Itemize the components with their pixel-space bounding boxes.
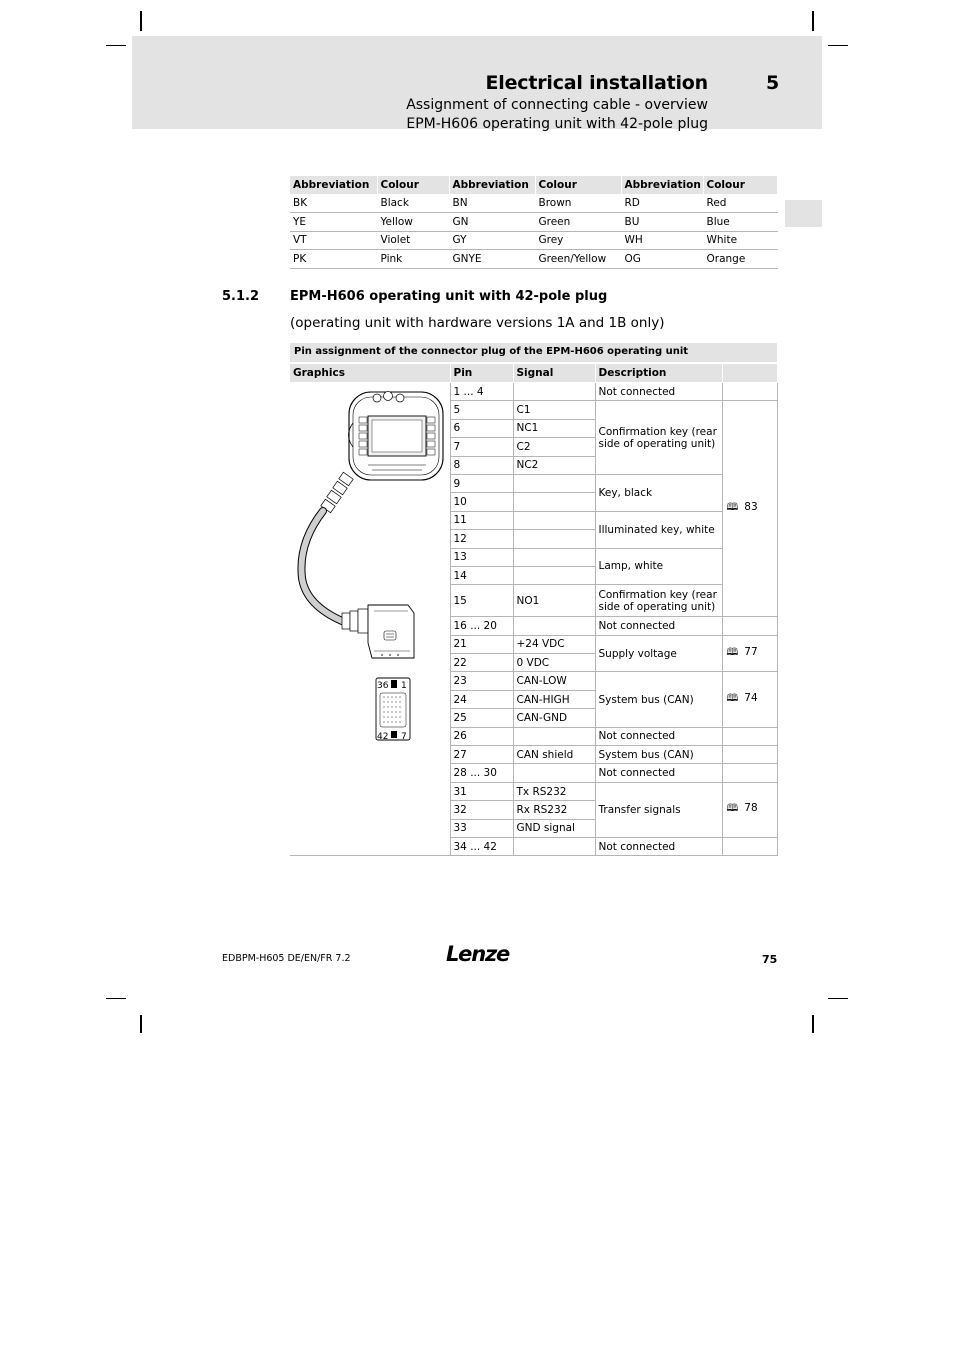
crop-mark xyxy=(140,11,142,31)
signal-cell: CAN-GND xyxy=(513,709,595,727)
table-header-row xyxy=(290,364,777,383)
signal-cell: C1 xyxy=(513,401,595,419)
table-cell: YE xyxy=(290,213,377,232)
signal-cell: NC2 xyxy=(513,456,595,474)
table-row xyxy=(290,213,777,232)
table-cell: Red xyxy=(703,194,777,213)
table-cell: Blue xyxy=(703,213,777,232)
signal-cell: CAN-HIGH xyxy=(513,690,595,708)
reference-cell xyxy=(722,635,777,672)
operating-unit-illustration xyxy=(290,383,449,742)
pin-cell: 23 xyxy=(450,672,513,690)
crop-mark xyxy=(812,11,814,31)
table-cell: White xyxy=(703,231,777,250)
column-header-reference xyxy=(722,364,777,383)
description-cell: Illuminated key, white xyxy=(595,511,722,548)
description-cell: System bus (CAN) xyxy=(595,672,722,727)
signal-cell xyxy=(513,530,595,548)
pin-table-caption: Pin assignment of the connector plug of the EPM-H606 operating unit xyxy=(290,343,777,362)
column-header-graphics: Graphics xyxy=(290,364,450,383)
chapter-number: 5 xyxy=(766,72,780,94)
table-cell: BK xyxy=(290,194,377,213)
pin-cell: 15 xyxy=(450,585,513,617)
pin-cell: 32 xyxy=(450,801,513,819)
table-cell: Brown xyxy=(535,194,621,213)
page-subtitle-line1: Assignment of connecting cable - overview xyxy=(406,97,708,113)
pin-cell: 1 ... 4 xyxy=(450,383,513,401)
column-header: Abbreviation xyxy=(621,176,703,194)
description-cell: Not connected xyxy=(595,727,722,745)
crop-mark xyxy=(828,45,848,46)
table-cell: Violet xyxy=(377,231,449,250)
pin-cell: 9 xyxy=(450,474,513,492)
signal-cell: CAN-LOW xyxy=(513,672,595,690)
pin-cell: 7 xyxy=(450,438,513,456)
pin-cell: 27 xyxy=(450,746,513,764)
description-cell: Transfer signals xyxy=(595,782,722,837)
column-header-description: Description xyxy=(595,364,722,383)
description-cell: Confirmation key (rear side of operating unit) xyxy=(595,585,722,617)
signal-cell: CAN shield xyxy=(513,746,595,764)
table-cell: VT xyxy=(290,231,377,250)
reference-cell xyxy=(722,383,777,401)
signal-cell xyxy=(513,764,595,782)
plug-pin-face-icon xyxy=(376,678,410,742)
signal-cell xyxy=(513,493,595,511)
description-cell: Confirmation key (rear side of operating unit) xyxy=(595,401,722,475)
page-number: 75 xyxy=(762,953,778,966)
table-cell: GY xyxy=(449,231,535,250)
page-reference: 78 xyxy=(744,802,758,815)
lamp-icon xyxy=(396,394,404,402)
table-cell: RD xyxy=(621,194,703,213)
pin-cell: 31 xyxy=(450,782,513,800)
chapter-side-tab xyxy=(785,200,822,227)
reference-cell xyxy=(722,746,777,764)
plug-label-1: 1 xyxy=(401,681,407,691)
description-cell: Not connected xyxy=(595,383,722,401)
signal-cell xyxy=(513,617,595,635)
pin-cell: 22 xyxy=(450,654,513,672)
description-cell: System bus (CAN) xyxy=(595,746,722,764)
pin-cell: 26 xyxy=(450,727,513,745)
signal-cell xyxy=(513,566,595,584)
reference-cell xyxy=(722,672,777,727)
column-header-signal: Signal xyxy=(513,364,595,383)
page-subtitle-line2: EPM-H606 operating unit with 42-pole plug xyxy=(406,116,708,132)
pin-cell: 33 xyxy=(450,819,513,837)
table-cell: GN xyxy=(449,213,535,232)
table-cell: Black xyxy=(377,194,449,213)
description-cell: Key, black xyxy=(595,474,722,511)
pin-cell: 25 xyxy=(450,709,513,727)
table-cell: Yellow xyxy=(377,213,449,232)
table-row xyxy=(290,383,777,401)
signal-cell: NO1 xyxy=(513,585,595,617)
pin-cell: 11 xyxy=(450,511,513,529)
column-header-pin: Pin xyxy=(450,364,513,383)
pin-cell: 34 ... 42 xyxy=(450,837,513,855)
crop-mark xyxy=(828,998,848,999)
column-header: Colour xyxy=(703,176,777,194)
pin-cell: 5 xyxy=(450,401,513,419)
key-black-icon xyxy=(373,394,381,402)
pin-cell: 24 xyxy=(450,690,513,708)
table-cell: Green/Yellow xyxy=(535,250,621,269)
table-row xyxy=(290,250,777,269)
document-id: EDBPM-H605 DE/EN/FR 7.2 xyxy=(222,953,351,964)
table-cell: PK xyxy=(290,250,377,269)
pin-assignment-table xyxy=(290,364,778,856)
plug-label-7: 7 xyxy=(401,732,407,742)
table-cell: Green xyxy=(535,213,621,232)
table-cell: WH xyxy=(621,231,703,250)
graphics-cell xyxy=(290,383,450,856)
lenze-logo: Lenze xyxy=(446,942,510,966)
signal-cell: Rx RS232 xyxy=(513,801,595,819)
page-reference: 83 xyxy=(744,501,758,514)
reference-cell xyxy=(722,617,777,635)
column-header: Colour xyxy=(377,176,449,194)
plug-label-36: 36 xyxy=(377,681,389,691)
signal-cell: Tx RS232 xyxy=(513,782,595,800)
section-title: EPM-H606 operating unit with 42-pole plug xyxy=(290,289,608,304)
section-number: 5.1.2 xyxy=(222,289,260,304)
pin-cell: 28 ... 30 xyxy=(450,764,513,782)
reference-cell xyxy=(722,401,777,617)
page-reference: 77 xyxy=(744,646,758,659)
pin-cell: 12 xyxy=(450,530,513,548)
signal-cell xyxy=(513,727,595,745)
reference-cell xyxy=(722,837,777,855)
signal-cell xyxy=(513,474,595,492)
table-cell: GNYE xyxy=(449,250,535,269)
signal-cell xyxy=(513,548,595,566)
table-cell: BN xyxy=(449,194,535,213)
description-cell: Not connected xyxy=(595,764,722,782)
table-cell: BU xyxy=(621,213,703,232)
signal-cell: NC1 xyxy=(513,419,595,437)
page-reference: 74 xyxy=(744,692,758,705)
column-header: Abbreviation xyxy=(290,176,377,194)
crop-mark xyxy=(140,1015,142,1033)
reference-cell xyxy=(722,727,777,745)
pin-cell: 6 xyxy=(450,419,513,437)
signal-cell xyxy=(513,511,595,529)
crop-mark xyxy=(106,998,126,999)
description-cell: Not connected xyxy=(595,837,722,855)
book-icon: 🕮 xyxy=(726,693,739,705)
crop-mark xyxy=(812,1015,814,1033)
column-header: Abbreviation xyxy=(449,176,535,194)
pin-cell: 13 xyxy=(450,548,513,566)
colour-abbreviation-table xyxy=(290,176,778,269)
pin-cell: 21 xyxy=(450,635,513,653)
pin-cell: 16 ... 20 xyxy=(450,617,513,635)
signal-cell: +24 VDC xyxy=(513,635,595,653)
description-cell: Lamp, white xyxy=(595,548,722,585)
page-title: Electrical installation xyxy=(485,72,708,94)
book-icon: 🕮 xyxy=(726,647,739,659)
table-cell: OG xyxy=(621,250,703,269)
table-cell: Grey xyxy=(535,231,621,250)
crop-mark xyxy=(106,45,126,46)
pin-cell: 8 xyxy=(450,456,513,474)
table-cell: Pink xyxy=(377,250,449,269)
description-cell: Supply voltage xyxy=(595,635,722,672)
pin-cell: 10 xyxy=(450,493,513,511)
table-row xyxy=(290,231,777,250)
book-icon: 🕮 xyxy=(726,803,739,815)
reference-cell xyxy=(722,782,777,837)
section-note: (operating unit with hardware versions 1A and 1B only) xyxy=(290,315,665,331)
signal-cell: C2 xyxy=(513,438,595,456)
reference-cell xyxy=(722,764,777,782)
plug-label-42: 42 xyxy=(377,732,389,742)
table-cell: Orange xyxy=(703,250,777,269)
pin-cell: 14 xyxy=(450,566,513,584)
signal-cell xyxy=(513,837,595,855)
column-header: Colour xyxy=(535,176,621,194)
signal-cell: 0 VDC xyxy=(513,654,595,672)
table-row xyxy=(290,194,777,213)
table-header-row xyxy=(290,176,777,194)
signal-cell: GND signal xyxy=(513,819,595,837)
book-icon: 🕮 xyxy=(726,502,739,514)
description-cell: Not connected xyxy=(595,617,722,635)
signal-cell xyxy=(513,383,595,401)
illuminated-key-icon xyxy=(384,392,393,401)
